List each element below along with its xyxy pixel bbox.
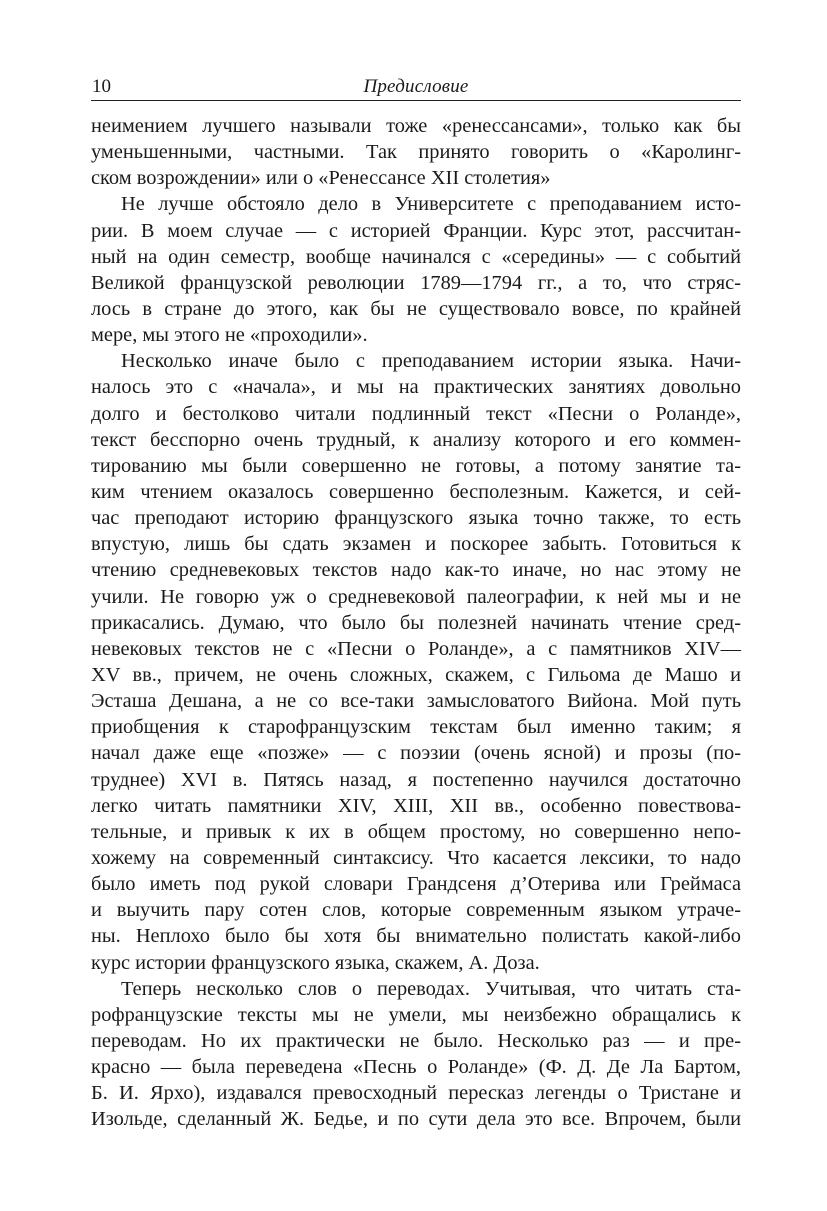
text-line: было иметь под рукой словари Грандсеня д’Отерива или Греймаса xyxy=(91,873,741,896)
text-line: налось это с «начала», и мы на практических занятиях довольно xyxy=(91,376,741,399)
text-line: уменьшенными, частными. Так принято говорить о «Каролинг- xyxy=(91,141,741,164)
text-line: долго и бестолково читали подлинный текст «Песни о Роланде», xyxy=(91,402,741,425)
body-text xyxy=(91,113,741,1132)
text-line: мере, мы этого не «проходили». xyxy=(91,324,368,347)
running-title: Предисловие xyxy=(363,76,469,97)
text-line: ны. Неплохо было бы хотя бы внимательно полистать какой-либо xyxy=(91,925,741,948)
text-line: Эсташа Дешана, а не со все-таки замысловатого Вийона. Мой путь xyxy=(91,690,741,713)
text-line: впустую, лишь бы сдать экзамен и поскорее забыть. Готовиться к xyxy=(91,533,741,556)
text-line: Не лучше обстояло дело в Университете с преподаванием исто- xyxy=(121,193,741,216)
text-line: начал даже еще «позже» — с поэзии (очень ясной) и прозы (по- xyxy=(91,742,741,765)
text-line: неимением лучшего называли тоже «ренессансами», только как бы xyxy=(91,115,741,137)
text-line: легко читать памятники XIV, XIII, XII вв., особенно повествова- xyxy=(91,794,741,817)
text-line: ском возрождении» или о «Ренессансе XII столетия» xyxy=(91,167,551,190)
text-line: учили. Не говорю уж о средневековой палеографии, к ней мы и не xyxy=(91,585,741,608)
text-line: переводам. Но их практически не было. Несколько раз — и пре- xyxy=(91,1029,741,1052)
text-line: Б. И. Ярхо), издавался превосходный пересказ легенды о Тристане и xyxy=(91,1082,741,1105)
text-line: курс истории французского языка, скажем, А. Доза. xyxy=(91,951,540,974)
text-line: Изольде, сделанный Ж. Бедье, и по сути дела это все. Впрочем, были xyxy=(91,1108,741,1131)
text-line: прикасались. Думаю, что было бы полезней начинать чтение сред- xyxy=(91,611,741,634)
text-line: тированию мы были совершенно не готовы, а потому занятие та- xyxy=(91,454,741,477)
text-line: красно — была переведена «Песнь о Роланде» (Ф. Д. Де Ла Бартом, xyxy=(91,1056,741,1079)
text-line: приобщения к старофранцузским текстам был именно таким; я xyxy=(91,716,741,739)
text-line: ким чтением оказалось совершенно бесполезным. Кажется, и сей- xyxy=(91,480,741,503)
text-line: невековых текстов не с «Песни о Роланде», а с памятников XIV— xyxy=(91,637,741,660)
text-line: и выучить пару сотен слов, которые современным языком утраче- xyxy=(91,899,741,922)
text-line: рофранцузские тексты мы не умели, мы неизбежно обращались к xyxy=(91,1003,741,1026)
page-number: 10 xyxy=(92,76,111,97)
text-line: час преподают историю французского языка точно также, то есть xyxy=(91,507,741,530)
text-line: хожему на современный синтаксису. Что касается лексики, то надо xyxy=(91,846,741,869)
text-line: труднее) XVI в. Пятясь назад, я постепенно научился достаточно xyxy=(91,768,741,791)
text-line: XV вв., причем, не очень сложных, скажем, с Гильома де Машо и xyxy=(91,663,741,686)
text-line: Несколько иначе было с преподаванием истории языка. Начи- xyxy=(121,350,741,373)
text-line: текст бесспорно очень трудный, к анализу которого и его коммен- xyxy=(91,428,741,451)
text-line: ный на один семестр, вообще начинался с «середины» — с событий xyxy=(91,245,741,268)
text-line: Великой французской революции 1789—1794 гг., а то, что стряс- xyxy=(91,271,741,294)
text-line: чтению средневековых текстов надо как-то иначе, но нас этому не xyxy=(91,559,741,582)
text-line: тельные, и привык к их в общем простому, но совершенно непо- xyxy=(91,820,741,843)
text-line: рии. В моем случае — с историей Франции. Курс этот, рассчитан- xyxy=(91,219,741,242)
text-line: Теперь несколько слов о переводах. Учитывая, что читать ста- xyxy=(121,977,741,1000)
page-header xyxy=(91,76,741,101)
text-line: лось в стране до этого, как бы не существовало вовсе, по крайней xyxy=(91,297,741,320)
